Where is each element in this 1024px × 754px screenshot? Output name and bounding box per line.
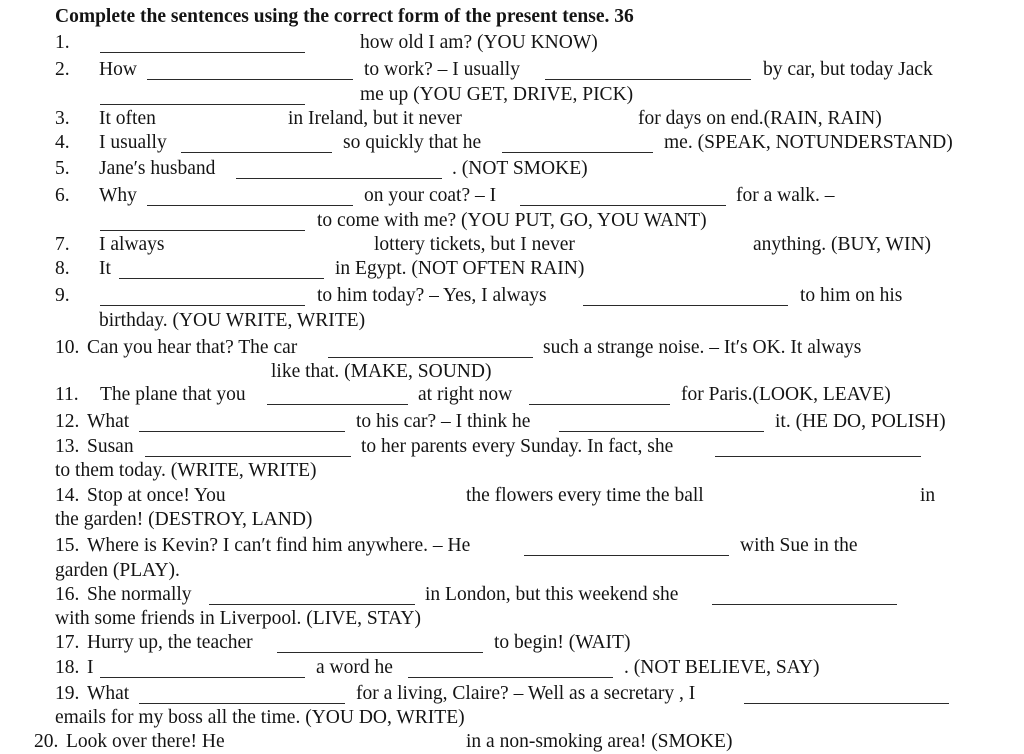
sentence-text: Hurry up, the teacher: [87, 632, 253, 653]
sentence-text: in: [920, 485, 936, 506]
sentence-text: in Egypt. (NOT OFTEN RAIN): [335, 258, 585, 279]
sentence-text: Why: [99, 185, 137, 206]
item-number: 9.: [55, 285, 70, 306]
answer-blank[interactable]: [119, 278, 324, 279]
item-number: 18.: [55, 657, 80, 678]
sentence-text: so quickly that he: [343, 132, 482, 153]
worksheet-title: Complete the sentences using the correct form of the present tense. 36: [55, 6, 634, 27]
sentence-text: to them today. (WRITE, WRITE): [55, 460, 317, 481]
sentence-text: for a living, Claire? – Well as a secretary , I: [356, 683, 696, 704]
sentence-text: . (NOT BELIEVE, SAY): [624, 657, 820, 678]
sentence-text: Look over there! He: [66, 731, 225, 752]
item-number: 15.: [55, 535, 80, 556]
answer-blank[interactable]: [744, 703, 949, 704]
sentence-text: by car, but today Jack: [763, 59, 933, 80]
item-number: 19.: [55, 683, 80, 704]
sentence-text: emails for my boss all the time. (YOU DO, WRITE): [55, 707, 465, 728]
sentence-text: to him today? – Yes, I always: [317, 285, 547, 306]
item-number: 16.: [55, 584, 80, 605]
answer-blank[interactable]: [139, 703, 345, 704]
sentence-text: with Sue in the: [740, 535, 858, 556]
sentence-text: Susan: [87, 436, 134, 457]
sentence-text: for a walk. –: [736, 185, 835, 206]
answer-blank[interactable]: [328, 357, 533, 358]
sentence-text: The plane that you: [100, 384, 246, 405]
answer-blank[interactable]: [236, 178, 442, 179]
item-number: 11.: [55, 384, 79, 405]
sentence-text: to work? – I usually: [364, 59, 520, 80]
answer-blank[interactable]: [181, 152, 332, 153]
answer-blank[interactable]: [147, 79, 353, 80]
sentence-text: for days on end.(RAIN, RAIN): [638, 108, 882, 129]
answer-blank[interactable]: [529, 404, 670, 405]
answer-blank[interactable]: [408, 677, 613, 678]
item-number: 1.: [55, 32, 70, 53]
sentence-text: on your coat? – I: [364, 185, 497, 206]
sentence-text: What: [87, 683, 130, 704]
sentence-text: garden (PLAY).: [55, 560, 180, 581]
sentence-text: I: [87, 657, 94, 678]
item-number: 8.: [55, 258, 70, 279]
sentence-text: . (NOT SMOKE): [452, 158, 588, 179]
sentence-text: the garden! (DESTROY, LAND): [55, 509, 313, 530]
sentence-text: in London, but this weekend she: [425, 584, 679, 605]
sentence-text: me up (YOU GET, DRIVE, PICK): [360, 84, 634, 105]
sentence-text: birthday. (YOU WRITE, WRITE): [99, 310, 366, 331]
answer-blank[interactable]: [267, 404, 408, 405]
sentence-text: to come with me? (YOU PUT, GO, YOU WANT): [317, 210, 707, 231]
sentence-text: I always: [99, 234, 165, 255]
item-number: 17.: [55, 632, 80, 653]
item-number: 3.: [55, 108, 70, 129]
sentence-text: like that. (MAKE, SOUND): [271, 361, 492, 382]
sentence-text: with some friends in Liverpool. (LIVE, STAY): [55, 608, 421, 629]
sentence-text: to her parents every Sunday. In fact, she: [361, 436, 674, 457]
answer-blank[interactable]: [715, 456, 921, 457]
item-number: 7.: [55, 234, 70, 255]
answer-blank[interactable]: [145, 456, 351, 457]
answer-blank[interactable]: [545, 79, 751, 80]
answer-blank[interactable]: [100, 677, 305, 678]
answer-blank[interactable]: [277, 652, 483, 653]
sentence-text: how old I am? (YOU KNOW): [360, 32, 598, 53]
answer-blank[interactable]: [502, 152, 653, 153]
answer-blank[interactable]: [100, 305, 305, 306]
sentence-text: Stop at once! You: [87, 485, 226, 506]
item-number: 12.: [55, 411, 80, 432]
answer-blank[interactable]: [524, 555, 729, 556]
item-number: 10.: [55, 337, 80, 358]
sentence-text: in a non-smoking area! (SMOKE): [466, 731, 733, 752]
sentence-text: It: [99, 258, 111, 279]
sentence-text: I usually: [99, 132, 167, 153]
sentence-text: it. (HE DO, POLISH): [775, 411, 946, 432]
sentence-text: Jane′s husband: [99, 158, 216, 179]
answer-blank[interactable]: [100, 52, 305, 53]
sentence-text: How: [99, 59, 137, 80]
sentence-text: the flowers every time the ball: [466, 485, 704, 506]
sentence-text: to his car? – I think he: [356, 411, 531, 432]
answer-blank[interactable]: [712, 604, 897, 605]
sentence-text: It often: [99, 108, 156, 129]
sentence-text: such a strange noise. – It′s OK. It always: [543, 337, 862, 358]
item-number: 20.: [34, 731, 59, 752]
sentence-text: Where is Kevin? I can′t find him anywhere. – He: [87, 535, 471, 556]
item-number: 4.: [55, 132, 70, 153]
sentence-text: Can you hear that? The car: [87, 337, 298, 358]
answer-blank[interactable]: [100, 104, 305, 105]
answer-blank[interactable]: [209, 604, 415, 605]
sentence-text: What: [87, 411, 130, 432]
sentence-text: in Ireland, but it never: [288, 108, 462, 129]
answer-blank[interactable]: [147, 205, 353, 206]
item-number: 14.: [55, 485, 80, 506]
item-number: 2.: [55, 59, 70, 80]
answer-blank[interactable]: [559, 431, 764, 432]
sentence-text: She normally: [87, 584, 192, 605]
sentence-text: a word he: [316, 657, 393, 678]
sentence-text: at right now: [418, 384, 513, 405]
sentence-text: anything. (BUY, WIN): [753, 234, 932, 255]
sentence-text: for Paris.(LOOK, LEAVE): [681, 384, 891, 405]
item-number: 5.: [55, 158, 70, 179]
sentence-text: to begin! (WAIT): [494, 632, 631, 653]
sentence-text: lottery tickets, but I never: [374, 234, 575, 255]
answer-blank[interactable]: [583, 305, 788, 306]
answer-blank[interactable]: [100, 230, 305, 231]
answer-blank[interactable]: [139, 431, 345, 432]
item-number: 6.: [55, 185, 70, 206]
sentence-text: to him on his: [800, 285, 903, 306]
item-number: 13.: [55, 436, 80, 457]
answer-blank[interactable]: [520, 205, 726, 206]
sentence-text: me. (SPEAK, NOTUNDERSTAND): [664, 132, 953, 153]
